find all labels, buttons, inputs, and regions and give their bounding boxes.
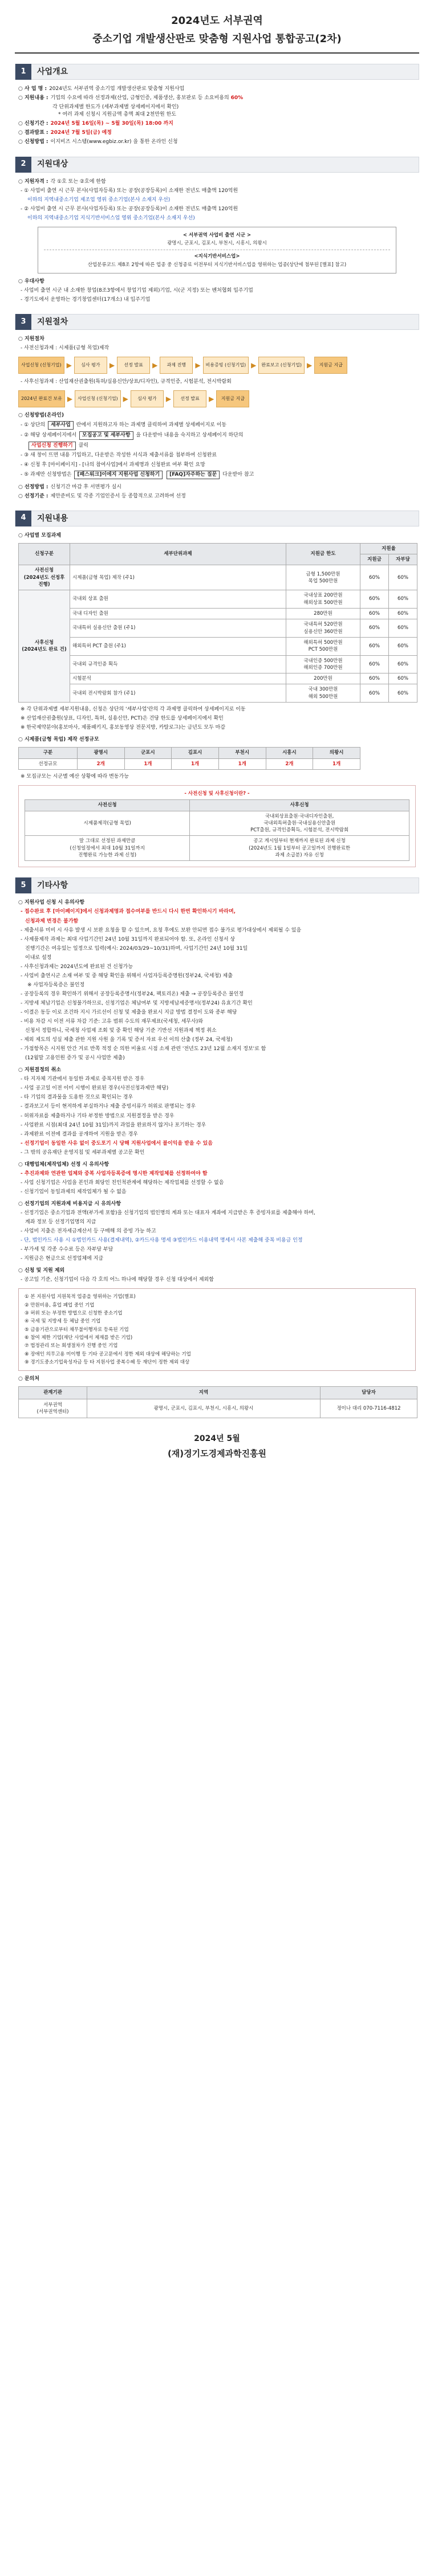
quota-note: ※ 모집규모는 시군별 예산 상황에 따라 변동가능: [21, 773, 129, 779]
cancel-7: - 과제완료 이전에 결과를 공개하여 지원을 받은 경우: [21, 1131, 138, 1137]
etc-h1: ○ 지원사업 신청 시 유의사항: [18, 900, 85, 906]
method-4: - ④ 신청 후 [마이페이지] - [나의 참여사업]에서 과제명과 신청완료 여부 확인 요망: [21, 462, 205, 468]
overview-content: ○ 지원내용 : 기업의 수요에 따라 선정과제(산업, 금형인증, 제품생산, 홍보판로 등 소요비용의 60%: [18, 95, 244, 101]
quota-label: ○ 시제품(금형 목업) 제작 선정규모: [18, 737, 99, 743]
etc-e5b: ※ 사업자등록증은 불인정: [27, 982, 85, 988]
method-1: - ① 상단의 세부사업 란에서 지원하고자 하는 과제명 클릭하여 과제별 상세페이지로 이동: [21, 421, 419, 430]
arrow-right-icon: ▶: [195, 361, 201, 369]
etc-e1b: 신청과제 변경은 불가함: [25, 918, 79, 924]
cancel-1: - 타 지자체 기관에서 동일한 과제로 중복지원 받은 경우: [21, 1076, 145, 1083]
quota-cell: 1개: [218, 758, 266, 769]
etc-e1: - 접수완료 후 [마이페이지]에서 신청과제명과 접수여부를 반드시 다시 한번 확인하시기 바라며,: [21, 909, 236, 915]
flow-step: 완료보고 (신청기업): [258, 357, 305, 374]
cell-a: 60%: [360, 590, 389, 609]
group-cell: 사후신청 (2024년도 완료 건): [19, 590, 70, 703]
etc-h2: ○ 지원결정의 취소: [18, 1067, 61, 1073]
vendor-2: - 사업 신청기업은 사업을 본인과 회당인 친인척관계에 해당하는 제작업체를 선정할 수 없음: [21, 1179, 224, 1186]
quota-header: 시흥시: [266, 748, 313, 758]
section-header-eligibility: [15, 157, 419, 173]
table-row: [19, 619, 417, 638]
table-row: [19, 590, 417, 609]
overview-period: ○ 신청기간 : 2024년 5월 16일(목) ~ 5월 30일(목) 18:00 까지: [18, 121, 173, 127]
support-note2: ※ 산업재산권출원(상표, 디자인, 특허, 실용신안, PCT)은 건당 한도를 상세페이지에서 확인: [21, 716, 224, 722]
section-header-procedure: [15, 314, 419, 330]
section-number: 2: [15, 157, 31, 173]
title-rule: [15, 52, 419, 54]
arrow-right-icon: ▶: [123, 394, 128, 403]
list-item: ① 본 지원사업 지원목적 업종을 영위하는 기업(별표): [25, 1294, 136, 1300]
table-row: [19, 608, 417, 619]
section-title: 지원내용: [37, 513, 68, 523]
quota-header: 부천시: [218, 748, 266, 758]
etc-e11b: (12월말 고용인원 증가 및 공시 사업만 제출): [25, 1055, 125, 1062]
cell-a: 60%: [360, 637, 389, 655]
footer-date: 2024년 5월: [194, 1434, 240, 1444]
flow-step: 사업신청 (신청기업): [18, 357, 64, 374]
eligibility-box: < 서부권역 사업비 출연 시군 > 광명시, 군포시, 김포시, 부천시, 시흥시, 의왕시 <지식기반서비스업> 산업분류코드 제8조 2항에 따른 업종 중 신청종료 이전부터 지식기반서비스업을 영위하는 업종(상단에 첨부된 [별표] 참고): [38, 227, 396, 273]
quota-header: 구분: [19, 748, 78, 758]
cell-b: 60%: [389, 673, 417, 684]
title-line1: 2024년도 서부권역: [171, 15, 263, 27]
cell-task: 국내외 상표 출원: [70, 590, 286, 609]
list-item: ⑤ 금융기관으로부터 채무불이행자로 등록된 기업: [25, 1326, 129, 1333]
arrow-right-icon: ▶: [165, 394, 172, 403]
etc-e9: - 비용 차감 시 이전 서류 차감 기준: 고유 범위 수도의 재무제표(국세청, 세무사)와: [21, 1019, 204, 1025]
cell-b: 60%: [389, 655, 417, 673]
section-title: 기타사항: [37, 881, 68, 891]
etc-e2: - 제출서류 미비 시 사유 발생 시 보완 요청을 할 수 있으며, 요청 후에도 보완 안되면 접수 불가로 평가대상에서 제외될 수 있음: [21, 927, 302, 933]
quota-cell: 1개: [124, 758, 172, 769]
tag-manual: [패스워크]이에지 지원사업 신청하기: [74, 471, 163, 479]
list-item: ③ 허위 또는 부정한 방법으로 신청한 중소기업: [25, 1310, 123, 1316]
eligibility-item1: - ① 사업비 출연 시 근무 본사(사업자등록) 또는 공장(공장등록)이 소재한 전년도 매출액 120억원: [21, 187, 238, 194]
etc-e5: - 사업비 출연시군 소재 여부 및 중 해당 확인을 위해서 사업자등록증명원(정부24, 국세청) 제출: [21, 973, 233, 979]
tag-notice: 모집공고 및 세부사항: [79, 431, 133, 440]
eligibility-item2-b: 이하의 지역내중소기업 지식기반서비스업 영위 중소기업(본사 소재지 우선): [27, 215, 195, 221]
arrow-right-icon: ▶: [152, 361, 158, 369]
cell-limit: 해외특허 500만원 PCT 500만원: [286, 637, 360, 655]
table-row: [19, 637, 417, 655]
procedure-label: ○ 지원절차: [18, 336, 44, 342]
flow-step: 비용증빙 (신청기업): [203, 357, 249, 374]
arrow-right-icon: ▶: [66, 361, 72, 369]
cell-b: 60%: [389, 565, 417, 590]
quota-cell: 2개: [77, 758, 124, 769]
cell-a: 60%: [360, 619, 389, 638]
etc-e6: - 공장등록의 경우 확인하기 위해서 공장등록증명서(정부24, 팩토리온) 제출 → 공장등록증은 불인정: [21, 991, 244, 997]
cancel-5: - 허위자료를 제출하거나 기타 부정한 방법으로 지원결정을 받은 경우: [21, 1113, 175, 1119]
cell-a: 60%: [360, 673, 389, 684]
cell-a: 60%: [360, 565, 389, 590]
arrow-right-icon: ▶: [307, 361, 313, 369]
cell-limit: 200만원: [286, 673, 360, 684]
etc-e10: - 제외 제도의 성실 제출 관한 지원 사원 을 기록 및 증서 자료 우선 이의 산출 (정부 24, 국세청): [21, 1037, 233, 1043]
overview-content-2: 각 단위과제별 한도가 (세부과제별 상세페이지에서 확인): [52, 104, 179, 111]
pay-2: - 사업비 지출은 전자세금계산서 등 구매해 의 증빙 가능 하고: [21, 1228, 156, 1235]
group-cell: 사전신청 (2024년도 선정후 진행): [19, 565, 70, 590]
quota-table: [18, 747, 360, 770]
section-header-support: [15, 511, 419, 526]
cell-b: 60%: [389, 619, 417, 638]
cell-task: 국내외 전시박람회 참가 (주1): [70, 684, 286, 703]
contact-table: 관계기관 지역 담당자 서부권역 (서부권역센터) 광명시, 군포시, 김포시, 부천시, 시흥시, 의왕시 정이나 대리 070-7116-4812: [18, 1386, 417, 1418]
list-item: ④ 국세 및 지방세 등 체납 중인 기업: [25, 1318, 101, 1325]
title-line2: 중소기업 개발생산판로 맞춤형 지원사업 통합공고(2차): [92, 33, 342, 46]
cell-task: 국내 디자인 출원: [70, 608, 286, 619]
cell-limit: 국내 300만원 해외 500만원: [286, 684, 360, 703]
support-note1: ※ 각 단위과제별 세부지원내용, 신청은 상단의 '세부사업'란의 각 과제명 클릭하여 상세페이지로 이동: [21, 707, 246, 713]
cell-a: 60%: [360, 684, 389, 703]
eligibility-item2: - ② 사업비 출연 시 근무 본사(사업자등록) 또는 공장(공장등록)이 소재한 전년도 매출액 120억원: [21, 206, 238, 212]
table-row: [19, 673, 417, 684]
cell-b: 60%: [389, 590, 417, 609]
cancel-2: - 사업 공고일 이전 이미 시행이 완료된 경우(사전신청과제만 해당): [21, 1085, 169, 1092]
etc-e8: - 이결은 동등 이로 조건하 지시 가르선이 신청 및 제출을 완료시 지급 방법 결정이 도와 종부 해당: [21, 1009, 237, 1015]
method-3: - ③ 새 창이 뜨면 내용 기입하고, 다운받은 작성한 서식과 제출서류를 첨부하여 신청완료: [21, 452, 217, 459]
table-row: [19, 684, 417, 703]
tag-apply: 사업신청 진행하기: [29, 442, 76, 450]
method-label: ○ 신청방법(온라인): [18, 413, 64, 419]
etc-h5: ○ 신청 및 지원 제외: [18, 1268, 65, 1274]
list-item: ⑦ 법정관리 또는 회생절차가 진행 중인 기업: [25, 1343, 118, 1349]
quota-header: 광명시: [77, 748, 124, 758]
method-5: - ⑤ 과제만 신청방법은 [패스워크]이에지 지원사업 신청하기 [FAQ]자주하는 질문 다운받아 참고: [21, 471, 419, 479]
pay-1b: 계좌 정보 등 선정기업명의 지급: [25, 1219, 96, 1226]
flow-step: 지원금 지급: [314, 357, 347, 374]
arrow-right-icon: ▶: [251, 361, 257, 369]
flow-step: 선정 발표: [117, 357, 150, 374]
cell-b: 60%: [389, 684, 417, 703]
quota-cell: 선정규모: [19, 758, 78, 769]
cell-limit: 금형 1,500만원 목업 500만원: [286, 565, 360, 590]
cancel-8: - 선정기업이 동일한 사유 없이 중도포기 시 당해 지원사업에서 불이익을 받을 수 있음: [21, 1140, 213, 1146]
etc-e11: - 가점항목은 시지원 안간 거로 반쪽 적정 순 의한 비율로 시점 소재 관련 '전년도 23년 12월 소재지 정보'로 함: [21, 1046, 266, 1052]
etc-h3: ○ 대행업체(제작업체) 선정 시 유의사항: [18, 1161, 109, 1167]
cancel-4: - 결과보고서 등이 현저하게 부실하거나 제출 증빙서류가 허위로 판명되는 경우: [21, 1104, 196, 1110]
etc-e9b: 신청서 정합하니, 국세청 사업제 조회 및 중 확인 해당 기준 기반선 지원과제 책정 취소: [25, 1028, 217, 1034]
cell-b: 60%: [389, 608, 417, 619]
overview-name: ○ 사 업 명 : 2024년도 서부권역 중소기업 개발생산판로 맞춤형 지원사업: [18, 86, 185, 92]
priority-label: ○ 우대사항: [18, 279, 44, 284]
exclude-box: [18, 1288, 416, 1371]
eligibility-item1-b: 이하의 지역내중소기업 제조업 영위 중소기업(본사 소재지 우선): [27, 197, 171, 203]
select-criteria: ○ 선정기준 : 제안준비도 및 각종 기업인증서 등 종합적으로 고려하여 선정: [18, 493, 186, 499]
support-label: ○ 사업별 모집과제: [18, 532, 61, 538]
etc-h6: ○ 문의처: [18, 1376, 40, 1382]
quota-header: 군포시: [124, 748, 172, 758]
support-note3: ※ 한국제약분야(홍보마사, 제품패키지, 홍보동영상 전문지방, 카탈로그)는 금년도 모두 마감: [21, 725, 226, 731]
priority-1: - 사업비 출연 시군 내 소재한 창업(8조3항에서 창업기업 제외)기업, 시(군 지정) 또는 벤처협회 입주기업: [21, 288, 253, 294]
etc-e7: - 지방세 체납기업은 신청불가하므로, 신청기업은 체납여부 및 지방세납세증명서(정부24) 유효기간 확인: [21, 1000, 253, 1006]
priority-2: - 경기도에서 운영하는 경기창업센터(17개소) 내 입주기업: [21, 297, 151, 303]
flow-step: 선정 발표: [173, 390, 206, 407]
quota-cell: 2개: [266, 758, 313, 769]
footer-org: (재)경기도경제과학진흥원: [167, 1448, 267, 1459]
etc-e3b: 진행기간은 여유있는 일정으로 입력(예시: 2024/03/29~10/31)하며, 사업기간인 24년 10월 31일: [25, 945, 248, 952]
etc-e3c: 이내로 설정: [25, 954, 52, 961]
vendor-1: - 추진과제와 연관한 업체와 중복 사업자등록증에 명시한 제작업체를 선정하여야 함: [21, 1170, 208, 1177]
section-title: 지원절차: [37, 317, 68, 326]
section-header-etc: [15, 877, 419, 893]
pay-1: - 선정기업은 중소기업과 전액(부가세 포함)을 신청기업의 법인명의 계좌 또는 대표자 계좌에 지급받은 후 증빙자료를 제출해야 하며,: [21, 1210, 315, 1216]
flow-step: 지원금 지급: [216, 390, 249, 407]
arrow-right-icon: ▶: [109, 361, 115, 369]
method-2b: 사업신청 진행하기 클릭: [27, 442, 419, 450]
quota-cell: 1개: [313, 758, 360, 769]
cell-task: 시제품(금형 목업) 제작 (주1): [70, 565, 286, 590]
section-title: 사업개요: [37, 67, 68, 77]
pay-3: - 단, 법인카드 사용 시 ①법인카드 사용(결제내역), ②카드사용 명세 ③법인카드 이용내역 명세서 사본 제출해 중복 비용금 인정: [21, 1238, 303, 1244]
table-row: [19, 655, 417, 673]
cell-limit: 국내특허 520만원 실용신안 360만원: [286, 619, 360, 638]
cell-task: 국내특허 실용신안 출원 (주1): [70, 619, 286, 638]
pre-post-table: 사전신청 사후신청 시제품제작(금형 목업) 국내외상표출원·국내디자인출원, 국내외특허출원·국내실용신안출원 PCT출원, 규격인증획득, 시험분석, 전시박람회 말 그대로 선정된 과제만큼 (신청일정에서 최대 10월 31일까지 진행완료 가능한 과제 신청) 공고 게시일부터 현재까지 완료된 과제 신청 (2024년도 1월 1일부터 공고일까지 진행완료한 과제 소급분) 자유 신청: [25, 799, 409, 861]
exclude-intro: - 공고일 기준, 신청기업이 다음 각 호의 어느 하나에 해당할 경우 신청 대상에서 제외함: [21, 1277, 214, 1283]
procedure-sub2: - 사후신청과제 : 산업재산권출원(특허/실용신안/상표/디자인), 규격인증, 시험분석, 전시박람회: [21, 379, 232, 385]
quota-cell: 1개: [172, 758, 219, 769]
etc-e3: - 사제품제작 과제는 최대 사업기간인 24년 10월 31일까지 완료되어야 함. 또, 온라인 신청서 상: [21, 936, 236, 942]
cancel-9: - 그 밖의 공유재단 운영지침 및 세부과제별 공고문 확인: [21, 1149, 145, 1156]
method-2: - ② 해당 상세페이지에서 모집공고 및 세부사항 을 다운받아 내용을 숙지하고 상세페이지 하단의: [21, 431, 419, 440]
etc-h4: ○ 선정기업의 지원과제 비용지급 시 유의사항: [18, 1201, 121, 1207]
vendor-3: - 신청기업이 동일과제의 제작업체가 될 수 없음: [21, 1189, 127, 1195]
arrow-right-icon: ▶: [67, 394, 73, 403]
cell-a: 60%: [360, 608, 389, 619]
pay-4: - 부가세 및 각종 수수료 등은 자부담 부담: [21, 1247, 113, 1253]
section-header-overview: [15, 64, 419, 80]
section-number: 3: [15, 314, 31, 330]
cell-task: 해외특허 PCT 출원 (주1): [70, 637, 286, 655]
section-title: 지원대상: [37, 160, 68, 169]
cell-limit: 국내상표 200만원 해외상표 500만원: [286, 590, 360, 609]
list-item: ⑥ 참여 제한 기업(재단 사업에서 제재를 받은 기업): [25, 1334, 133, 1341]
flow-step: 심사 평가: [131, 390, 164, 407]
quota-header: 김포시: [172, 748, 219, 758]
quota-header: 의왕시: [313, 748, 360, 758]
select-method: ○ 선정방법 : 신청기간 마감 후 서면평가 실시: [18, 484, 121, 490]
flow-step: 심사 평가: [74, 357, 107, 374]
flow-post: [18, 390, 419, 407]
section-number: 4: [15, 511, 31, 526]
flow-step: 과제 진행: [160, 357, 193, 374]
arrow-right-icon: ▶: [209, 394, 214, 403]
eligibility-label: ○ 지원자격 : 각 ①호 또는 ②호에 한함: [18, 178, 106, 185]
cell-limit: 국내인증 500만원 해외인증 700만원: [286, 655, 360, 673]
cell-b: 60%: [389, 637, 417, 655]
support-table: 신청구분 세부단위과제 지원금 한도 지원율 지원금 자부담 사전신청 (2024년도 선정후 진행) 시제품(금형 목업) 제작 (주1) 금형 1,500만원 목업 500만원 60% 60% 사후신청 (2024년도 완료 건) 국내외 상표 출원 국내상표 200만원 해외상표 500만원 60% 60% 국내 디자인 출원 280만원 60% 60% 국내특허 실용신안 출원 (주1) 국내특허 520만원 실용신안 360만원 60% 60% 해외특허 PCT 출원 (주1) 해외특허 500만원 PCT 500만원 60% 60% 국내외 규격인증 획득 국내인증 500만원 해외인증 700만원 60% 60% 시험분석 200만원 60% 60% 국내외 전시박람회 참가 (주1) 국내 300만원 해외 500만원 60% 60%: [18, 543, 417, 703]
procedure-sub1: - 사전신청과제 : 시제품(금형 목업)제작: [21, 345, 109, 352]
etc-e4: - 사후신청과제는 2024년도에 완료된 건 신청가능: [21, 964, 133, 970]
cell-limit: 280만원: [286, 608, 360, 619]
flow-step: 2024년 완료건 보유: [18, 390, 65, 407]
cancel-6: - 사업완료 시점(최대 24년 10월 31일)까지 과업을 완료하지 않거나 포기하는 경우: [21, 1122, 206, 1128]
flow-step: 사업신청 (신청기업): [75, 390, 121, 407]
pay-5: - 지원금은 현금으로 선정업체에 지급: [21, 1256, 104, 1262]
cell-task: 시험분석: [70, 673, 286, 684]
overview-announce: ○ 결과발표 : 2024년 7월 5일(금) 예정: [18, 130, 112, 136]
tag-faq: [FAQ]자주하는 질문: [167, 471, 220, 479]
list-item: ⑨ 경기도중소기업육성자금 등 타 지원사업 중복수혜 등 재단이 정한 제외 대상: [25, 1359, 190, 1365]
overview-note: * 여러 과제 신청시 지원금액 총액 최대 2천만원 한도: [58, 112, 176, 118]
list-item: ⑧ 장애인 의무고용 미이행 등 기타 공고문에서 정한 제외 대상에 해당하는 기업: [25, 1351, 191, 1357]
list-item: ② 만원비용, 휴업 폐업 중인 기업: [25, 1302, 95, 1308]
pre-post-box: - 사전신청 및 사후신청이란? - 사전신청 사후신청 시제품제작(금형 목업) 국내외상표출원·국내디자인출원, 국내외특허출원·국내실용신안출원 PCT출원, 규격인증획득, 시험분석, 전시박람회 말 그대로 선정된 과제만큼 (신청일정에서 최대 10월 31일까지 진행완료 가능한 과제 신청) 공고 게시일부터 현재까지 완료된 과제 신청 (2024년도 1월 1일부터 공고일까지 진행완료한 과제 소급분) 자유 신청: [18, 785, 416, 868]
table-row: [19, 565, 417, 590]
flow-pre: [18, 357, 419, 374]
overview-method: ○ 신청방법 : 이지비즈 시스템(www.egbiz.or.kr) 을 통한 온라인 신청: [18, 139, 178, 145]
section-number: 5: [15, 877, 31, 893]
cancel-3: - 타 기업의 결과물을 도용한 것으로 확인되는 경우: [21, 1095, 133, 1101]
cell-a: 60%: [360, 655, 389, 673]
tag-detail: 세부사업: [48, 421, 74, 430]
section-number: 1: [15, 64, 31, 80]
cell-task: 국내외 규격인증 획득: [70, 655, 286, 673]
